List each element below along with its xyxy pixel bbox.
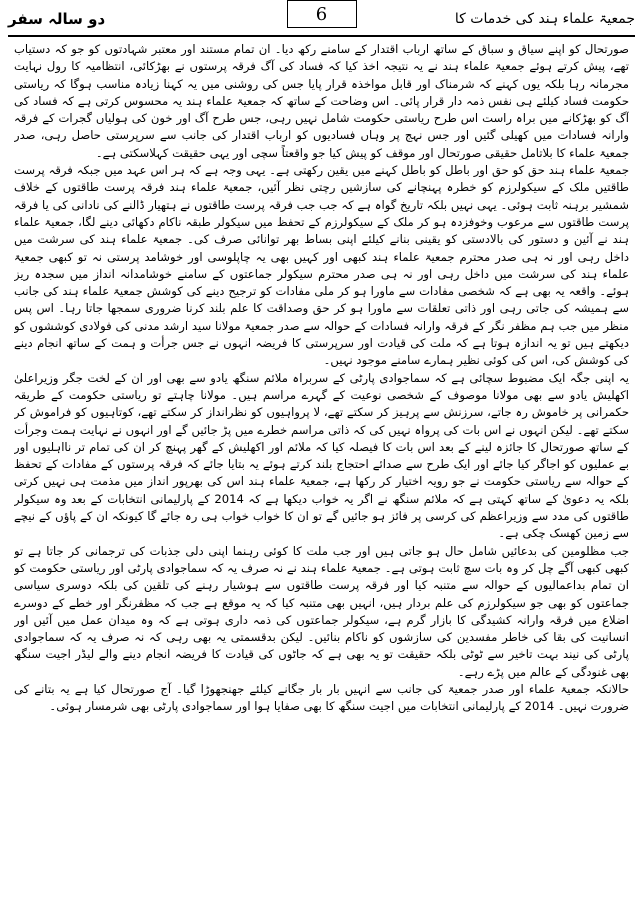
header-rule: [8, 35, 635, 37]
page-number-box: [287, 0, 357, 28]
book-title: دو سالہ سفر: [8, 10, 106, 28]
page-number: 6: [315, 3, 328, 25]
paragraph: جمعیۃ علماء ہند حق کو حق اور باطل کو باطل کہنے میں یقین رکھتی ہے۔ یہی وجہ ہے کہ ہر اس عہد میں جبکہ فرقہ پرست طاقتیں ملک کے سیکولرزم کو خطرہ پہنچانے کی سازشیں رچتی نظر آئیں، جمعیۃ علماء ہند فرقہ پرست طاقتوں کے خلاف شمشیر برہنہ ثابت ہوئی۔ یہی نہیں بلکہ تاریخ گواہ ہے کہ جب جب فرقہ پرست طاقتوں نے ہتھیار ڈالنے کی نادانی کی یا فرقہ پرست طاقتوں سے مرعوب وخوفزدہ ہو کر ملک کے سیکولرزم کے تحفظ میں سیکولر طبقہ ناکام دکھائی دینے لگا، جمعیۃ علماء ہند نے آئین و دستور کی بالادستی کو یقینی بنانے کیلئے اپنی بساط بھر توانائی صرف کی۔ جمعیۃ علماء ہند کی سرشت میں داخل رہی اور نہ ہی صدر محترم جمعیۃ علماء ہند کبھی اور کہیں بھی یہ چاپلوسی اور خوشامد پرستی نہ تو کبھی جمعیۃ علماء ہند کی سرشت میں داخل رہی اور نہ ہی صدر محترم سیکولر جماعتوں کے سامنے خوشامدانہ انداز میں سجدہ ریز ہوئے۔ واقعہ یہ بھی ہے کہ شخصی مفادات سے ماورا ہو کر ملی مفادات کو ترجیح دینے کی کوشش جمعیۃ علماء ہند کی جانب سے ہمیشہ کی جاتی رہی اور ذاتی تعلقات سے ماورا ہو کر حق وصداقت کا علم بلند کرنا ضروری سمجھا جاتا رہا۔ اس پس منظر میں جب ہم مظفر نگر کے فرقہ وارانہ فسادات کے حوالہ سے صدر جمعیۃ مولانا سید ارشد مدنی کی فولادی کوششوں کو دیکھتے ہیں تو یہ اندازہ ہوتا ہے کہ ملت کی قیادت اور سرپرستی کا فریضہ انہوں نے جس جرأت و ہمت کے ساتھ انجام دینے کی کوشش کی، اس کی کوئی نظیر ہمارے سامنے موجود نہیں۔: [14, 163, 629, 368]
paragraph: حالانکہ جمعیۃ علماء اور صدر جمعیۃ کی جانب سے انہیں بار بار جگانے کیلئے جھنجھوڑا گیا۔ آج صورتحال کیا ہے یہ بتانے کی ضرورت نہیں۔ 2014 کے پارلیمانی انتخابات میں اجیت سنگھ کا بھی صفایا ہوا اور سماجوادی پارٹی بھی شرمسار ہوئی۔: [14, 681, 629, 714]
article-body: [14, 41, 629, 901]
paragraph: جب مظلومین کی بدعائیں شامل حال ہو جاتی ہیں اور جب ملت کا کوئی رہنما اپنی دلی جذبات کی ترجمانی کر جاتا ہے تو کبھی کبھی آگے چل کر وہ بات سچ ثابت ہوتی ہے۔ جمعیۃ علماء ہند نے نہ صرف یہ کہ سماجوادی پارٹی اور ریاستی حکومت کو ان تمام بداعمالیوں کے حوالہ سے متنبہ کیا اور فرقہ پرست طاقتوں سے ہوشیار رہنے کی تلقین کی بلکہ دوسری سیاسی جماعتوں کو بھی جو سیکولرزم کی علم بردار ہیں، انہیں بھی متنبہ کیا کہ یہ موقع ہے جب کہ مظفرنگر اور خطے کے دوسرے اضلاع میں فرقہ وارانہ کشیدگی کا بازار گرم ہے، سیکولر جماعتوں کی ذمہ داری ہوتی ہے کہ وہ میدان عمل میں آئیں اور انسانیت کی بقا کی خاطر مفسدین کی سازشوں کو ناکام بنائیں۔ لیکن بدقسمتی یہ بھی رہی کہ نہ صرف یہ کہ سماجوادی پارٹی کی نیند بہت تاخیر سے ٹوٹی بلکہ حقیقت تو یہ بھی ہے کہ جاٹوں کی قیادت کا فریضہ انجام دینے والے لیڈر اجیت سنگھ بھی غنودگی کے عالم میں پڑے رہے۔: [14, 543, 629, 679]
paragraph: یہ اپنی جگہ ایک مضبوط سچائی ہے کہ سماجوادی پارٹی کے سربراہ ملائم سنگھ یادو سے بھی اور ان کے لخت جگر وزیراعلیٰ اکھلیش یادو سے بھی مولانا موصوف کے شخصی نوعیت کے گہرے مراسم ہیں۔ مولانا چاہتے تو ریاستی حکومت کے طریقہ حکمرانی پر خاموش رہ جاتے، سرزنش سے پرہیز کر سکتے تھے، لا پرواہیوں کو نظرانداز کر سکتے تھے، کوتاہیوں کو فراموش کر سکتے تھے۔ لیکن انہوں نے اس بات کی پرواہ نہیں کی کہ ذاتی مراسم خطرے میں پڑ جائیں گے اور انہوں نے نہایت ہمت وجرأت کے ساتھ صورتحال کا جائزہ لینے کے بعد اس بات کا فیصلہ کیا کہ ملائم اور اکھلیش کے گھر پہنچ کر ان کی تمام تر نااہلیوں اور بے عملیوں کو اجاگر کیا جائے اور ایک طرح سے صدائے احتجاج بلند کرتے ہوئے یہ بتایا جائے کہ فرقہ پرستوں کے مفادات کے تحفظ کے حوالہ سے ریاستی حکومت نے جو رویہ اختیار کر رکھا ہے، جمعیۃ علماء ہند اس کی بھرپور انداز میں مذمت ہی نہیں کرتی بلکہ یہ دعویٰ کے ساتھ کہتی ہے کہ ملائم سنگھ نے اگر یہ خواب دیکھا ہے کہ 2014 کے پارلیمانی انتخابات کے بعد وہ سیکولر طاقتوں کی مدد سے وزیراعظم کی کرسی پر فائز ہو جائیں گے تو ان کا خواب خواب ہی رہ جائے گا کیونکہ ان کے پاؤں کے نیچے سے زمین کھسک چکی ہے۔: [14, 370, 629, 541]
paragraph: صورتحال کو اپنے سیاق و سباق کے ساتھ ارباب اقتدار کے سامنے رکھ دیا۔ ان تمام مستند اور معتبر شہادتوں کو جو کہ دستیاب تھے، پیش کرتے ہوئے جمعیۃ علماء ہند نے یہ نتیجہ اخذ کیا کہ فساد کی آگ فرقہ پرستوں نے بھڑکائی، انتظامیہ کا رول نہایت مجرمانہ رہا بلکہ یوں کہنے کہ شرمناک اور قابل مواخذہ قرار پایا جس کی روشنی میں یہ کہنا زیادہ مناسب ہوگا کہ ریاستی حکومت فساد کیلئے ہی نفس ذمہ دار قرار پائی۔ اس وضاحت کے ساتھ کہ جمعیۃ علماء ہند یہ محسوس کرتی ہے کہ فساد کی آگ کو بھڑکانے میں براہ راست اس طرح ریاستی حکومت شامل نہیں رہی، جس طرح آگ اور خون کی ہولیاں گجرات کے فرقہ وارانہ فسادات میں کھیلی گئیں اور جس نہج پر وہاں فسادیوں کو ارباب اقتدار کی جانب سے سرپرستی حاصل رہی، صدر جمعیۃ علماء کا بلاتامل حقیقی صورتحال اور موقف کو پیش کیا جو واقعتاً سچی اور یہی حقیقت کہلاسکتی ہے۔: [14, 42, 629, 160]
chapter-title: جمعیۃ علماء ہند کی خدمات کا: [454, 11, 635, 27]
